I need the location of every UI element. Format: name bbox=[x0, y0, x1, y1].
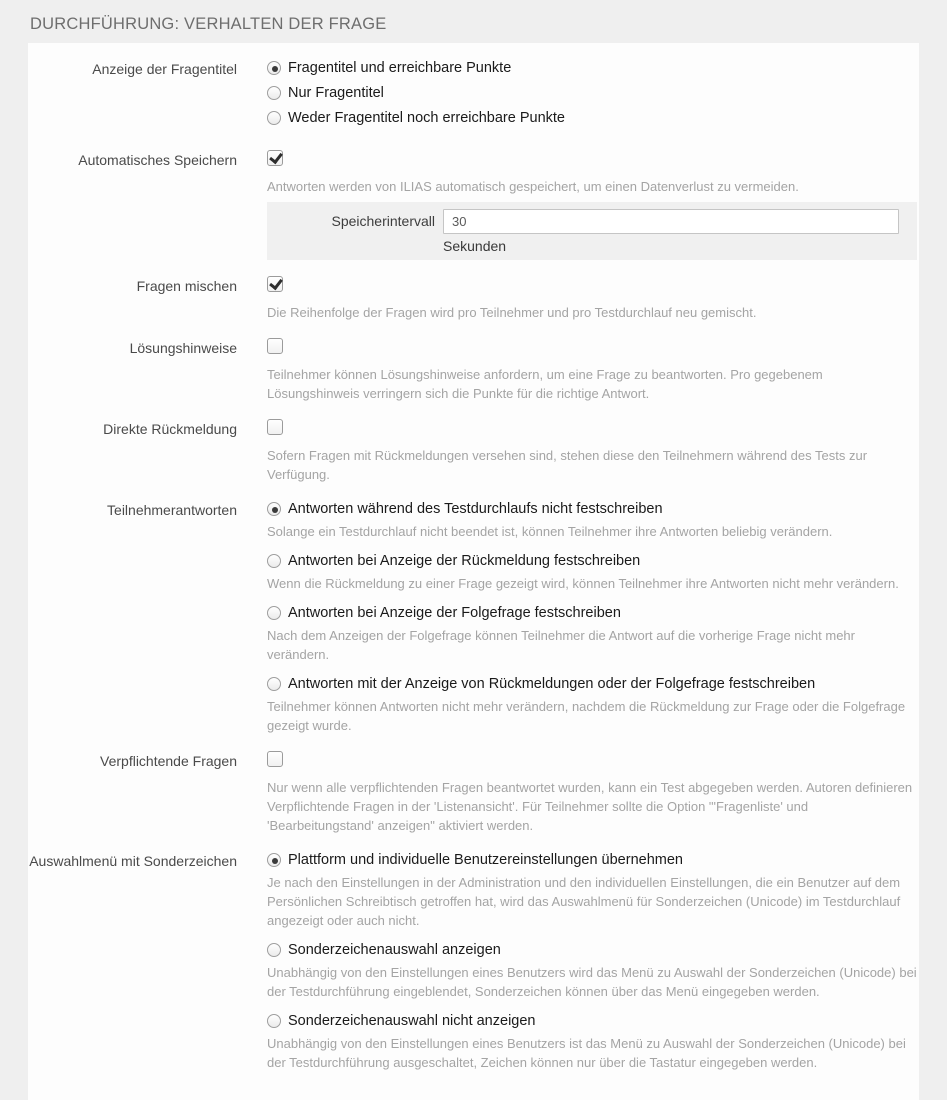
radio-icon[interactable] bbox=[267, 502, 281, 516]
radio-option-sonderzeichen-nicht-anzeigen[interactable] bbox=[267, 1012, 917, 1031]
field-label: Direkte Rückmeldung bbox=[103, 421, 237, 437]
checkbox-automatisches-speichern[interactable] bbox=[267, 150, 283, 166]
radio-icon[interactable] bbox=[267, 554, 281, 568]
field-direkte-rueckmeldung bbox=[28, 419, 919, 484]
field-teilnehmerantworten bbox=[28, 500, 919, 735]
radio-icon[interactable] bbox=[267, 1014, 281, 1028]
checkbox-fragen-mischen[interactable] bbox=[267, 276, 283, 292]
radio-option-label[interactable]: Fragentitel und erreichbare Punkte bbox=[288, 60, 512, 76]
option-byline: Nach dem Anzeigen der Folgefrage können Teilnehmer die Antwort auf die vorherige Frage nicht mehr verändern. bbox=[267, 628, 855, 662]
radio-option-rueckmeldung-festschreiben[interactable] bbox=[267, 552, 917, 571]
section-title: DURCHFÜHRUNG: VERHALTEN DER FRAGE bbox=[30, 15, 387, 33]
field-label: Anzeige der Fragentitel bbox=[92, 61, 237, 77]
option-byline: Wenn die Rückmeldung zu einer Frage gezeigt wird, können Teilnehmer ihre Antworten nicht mehr verändern. bbox=[267, 576, 899, 591]
option-byline: Unabhängig von den Einstellungen eines Benutzers ist das Menü zu Auswahl der Sonderzeichen (Unicode) bei der Testdurchführung ausgeschaltet, Zeichen können nur über die Tastatur eingegeben werden. bbox=[267, 1036, 906, 1070]
field-byline: Sofern Fragen mit Rückmeldungen versehen sind, stehen diese den Teilnehmern während des Tests zur Verfügung. bbox=[267, 448, 868, 482]
subfield-suffix: Sekunden bbox=[443, 238, 507, 254]
checkbox-verpflichtende-fragen[interactable] bbox=[267, 751, 283, 767]
radio-option-rueckmeldung-oder-folgefrage[interactable] bbox=[267, 675, 917, 694]
radio-option-label[interactable]: Antworten während des Testdurchlaufs nicht festschreiben bbox=[288, 501, 663, 517]
settings-form-panel bbox=[28, 43, 919, 1100]
radio-icon[interactable] bbox=[267, 853, 281, 867]
checkbox-direkte-rueckmeldung[interactable] bbox=[267, 419, 283, 435]
field-fragen-mischen bbox=[28, 276, 919, 322]
radio-option-label[interactable]: Antworten mit der Anzeige von Rückmeldungen oder der Folgefrage festschreiben bbox=[288, 676, 816, 692]
field-byline: Teilnehmer können Lösungshinweise anfordern, um eine Frage zu beantworten. Pro gegebenem Lösungshinweis verringern sich die Punkte für die richtige Antwort. bbox=[267, 367, 823, 401]
radio-icon[interactable] bbox=[267, 606, 281, 620]
option-byline: Teilnehmer können Antworten nicht mehr verändern, nachdem die Rückmeldung zur Frage oder die Folgefrage gezeigt wurde. bbox=[267, 699, 906, 733]
option-byline: Solange ein Testdurchlauf nicht beendet ist, können Teilnehmer ihre Antworten beliebig verändern. bbox=[267, 524, 833, 539]
field-auswahlmenue-sonderzeichen bbox=[28, 851, 919, 1072]
radio-option-label[interactable]: Sonderzeichenauswahl anzeigen bbox=[288, 942, 501, 958]
radio-option-nicht-festschreiben[interactable] bbox=[267, 500, 917, 519]
radio-option-folgefrage-festschreiben[interactable] bbox=[267, 604, 917, 623]
field-loesungshinweise bbox=[28, 338, 919, 403]
radio-icon[interactable] bbox=[267, 61, 281, 75]
radio-option-plattform-einstellungen[interactable] bbox=[267, 851, 917, 870]
radio-option-label[interactable]: Sonderzeichenauswahl nicht anzeigen bbox=[288, 1013, 536, 1029]
checkbox-loesungshinweise[interactable] bbox=[267, 338, 283, 354]
field-label: Teilnehmerantworten bbox=[107, 502, 237, 518]
radio-option-sonderzeichen-anzeigen[interactable] bbox=[267, 941, 917, 960]
field-byline: Nur wenn alle verpflichtenden Fragen beantwortet wurden, kann ein Test abgegeben werden. Autoren definieren Verpflichtende Fragen in der 'Listenansicht'. Für Teilnehmer sollte die Option "'Fragenliste' und 'Bearbeitungstand' anzeigen" aktiviert werden. bbox=[267, 780, 913, 833]
field-anzeige-der-fragentitel bbox=[28, 59, 919, 134]
radio-icon[interactable] bbox=[267, 86, 281, 100]
radio-icon[interactable] bbox=[267, 111, 281, 125]
radio-option-label[interactable]: Weder Fragentitel noch erreichbare Punkte bbox=[288, 110, 565, 126]
field-byline: Die Reihenfolge der Fragen wird pro Teilnehmer und pro Testdurchlauf neu gemischt. bbox=[267, 305, 757, 320]
subfield-speicherintervall bbox=[267, 202, 917, 260]
radio-option-label[interactable]: Plattform und individuelle Benutzereinstellungen übernehmen bbox=[288, 852, 683, 868]
radio-option-fragentitel-und-punkte[interactable] bbox=[267, 59, 917, 78]
field-automatisches-speichern bbox=[28, 150, 919, 260]
field-byline: Antworten werden von ILIAS automatisch gespeichert, um einen Datenverlust zu vermeiden. bbox=[267, 179, 799, 194]
field-label: Fragen mischen bbox=[136, 278, 237, 294]
field-verpflichtende-fragen bbox=[28, 751, 919, 835]
radio-option-label[interactable]: Nur Fragentitel bbox=[288, 85, 384, 101]
option-byline: Je nach den Einstellungen in der Administration und den individuellen Einstellungen, die ein Benutzer auf dem Persönlichen Schreibtisch getroffen hat, wird das Auswahlmenü für Sonderzeichen (Unicode) im Testdurchlauf angezeigt oder auch nicht. bbox=[267, 875, 901, 928]
radio-icon[interactable] bbox=[267, 677, 281, 691]
field-label: Automatisches Speichern bbox=[78, 152, 237, 168]
radio-option-label[interactable]: Antworten bei Anzeige der Rückmeldung festschreiben bbox=[288, 553, 641, 569]
subfield-label: Speicherintervall bbox=[331, 213, 435, 229]
field-label: Lösungshinweise bbox=[129, 340, 237, 356]
radio-option-weder-noch[interactable] bbox=[267, 109, 917, 128]
radio-option-nur-fragentitel[interactable] bbox=[267, 84, 917, 103]
option-byline: Unabhängig von den Einstellungen eines Benutzers wird das Menü zu Auswahl der Sonderzeichen (Unicode) bei der Testdurchführung eingeblendet, Sonderzeichen können über das Menü eingegeben werden. bbox=[267, 965, 917, 999]
radio-option-label[interactable]: Antworten bei Anzeige der Folgefrage festschreiben bbox=[288, 605, 621, 621]
speicherintervall-input[interactable] bbox=[443, 209, 899, 234]
field-label: Auswahlmenü mit Sonderzeichen bbox=[29, 853, 237, 869]
field-label: Verpflichtende Fragen bbox=[100, 753, 237, 769]
radio-icon[interactable] bbox=[267, 943, 281, 957]
